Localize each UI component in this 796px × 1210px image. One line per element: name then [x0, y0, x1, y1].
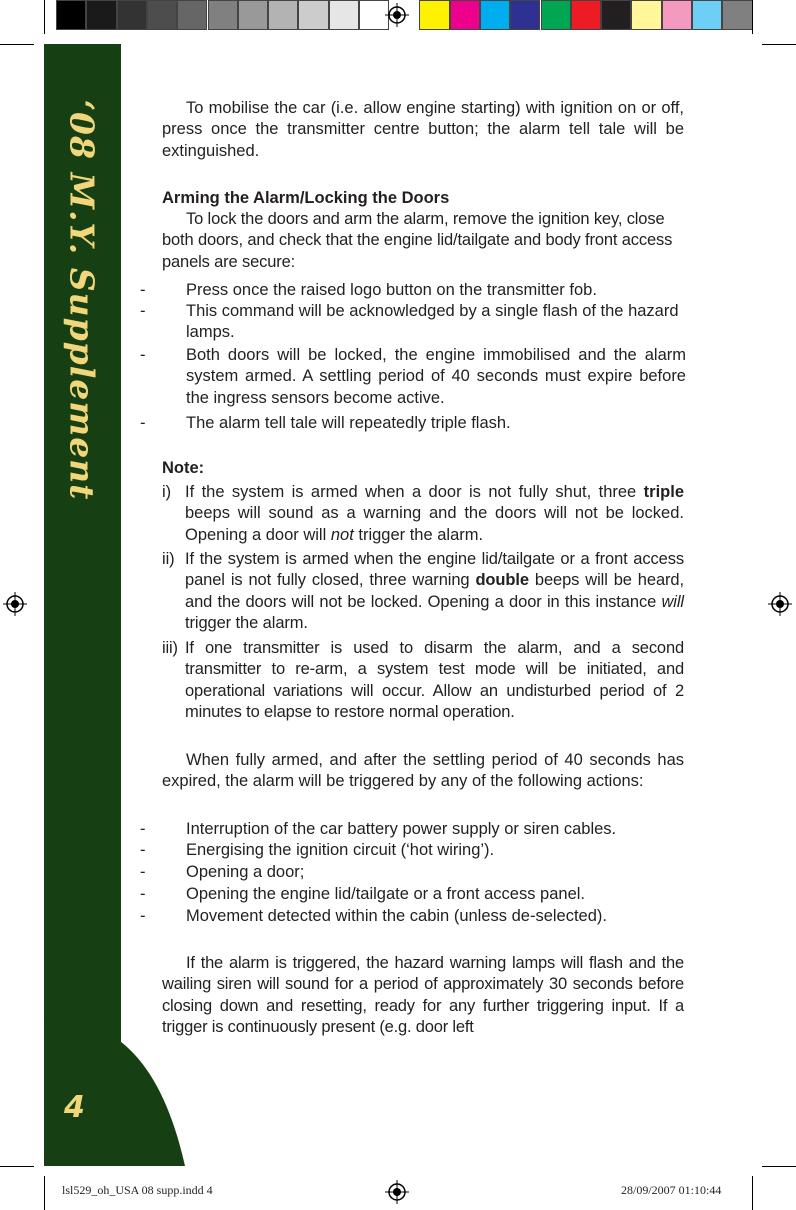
list-item-text: The alarm tell tale will repeatedly triple flash.	[186, 414, 511, 432]
note-text: If the system is armed when the engine lid/tailgate or a front access panel is not fully closed, three warning double beeps will be heard, and the doors will not be locked. Opening a door in this instance will trigger the alarm.	[185, 550, 684, 633]
section-title-text: ‘08 M.Y. Supplement	[62, 99, 102, 501]
footer-file-info: lsl529_oh_USA 08 supp.indd 4	[62, 1183, 213, 1197]
bullet: -	[140, 346, 146, 364]
note-text: If the system is armed when a door is not fully shut, three triple beeps will sound as a warning and the doors will not be locked. Opening a door will not trigger the alarm.	[185, 483, 684, 544]
bullet: -	[140, 414, 146, 432]
list-item-text: Press once the raised logo button on the transmitter fob.	[186, 281, 597, 299]
bullet: -	[140, 907, 146, 925]
footer-datetime: 28/09/2007 01:10:44	[621, 1183, 722, 1197]
list-item-text: Energising the ignition circuit (‘hot wiring’).	[186, 841, 495, 859]
bullet: -	[140, 820, 146, 838]
note-text: If one transmitter is used to disarm the alarm, and a second transmitter to re-arm, a system test mode will be initiated, and operational variations will occur. Allow an undisturbed period of 2 minutes to elapse to restore normal operation.	[185, 639, 684, 722]
bullet: -	[140, 841, 146, 859]
page-number: 4	[64, 1090, 85, 1125]
bullet: -	[140, 863, 146, 881]
intro-paragraph: To mobilise the car (i.e. allow engine starting) with ignition on or off, press once the transmitter centre button; the alarm tell tale will be extinguished.	[162, 99, 684, 160]
arming-heading: Arming the Alarm/Locking the Doors	[162, 189, 450, 207]
bullet: -	[140, 885, 146, 903]
bullet: -	[140, 302, 146, 320]
list-item-text: Interruption of the car battery power supply or siren cables.	[186, 820, 617, 838]
note-marker: ii)	[162, 550, 175, 568]
list-item-text: This command will be acknowledged by a single flash of the hazard lamps.	[186, 302, 679, 342]
note-marker: i)	[162, 483, 172, 501]
list-item-text: Both doors will be locked, the engine immobilised and the alarm system armed. A settling period of 40 seconds must expire before the ingress sensors become active.	[186, 346, 686, 407]
list-item-text: Opening the engine lid/tailgate or a front access panel.	[186, 885, 586, 903]
note-marker: iii)	[162, 639, 178, 657]
bullet: -	[140, 281, 146, 299]
closing-paragraph: If the alarm is triggered, the hazard warning lamps will flash and the wailing siren will sound for a period of approximately 30 seconds before closing down and resetting, ready for any further triggering input. If a trigger is continuously present (e.g. door left	[162, 954, 684, 1037]
list-item-text: Movement detected within the cabin (unless de-selected).	[186, 907, 607, 925]
note-heading: Note:	[162, 459, 205, 477]
list-item-text: Opening a door;	[186, 863, 305, 881]
arming-intro: To lock the doors and arm the alarm, remove the ignition key, close both doors, and check that the engine lid/tailgate and body front access panels are secure:	[162, 210, 673, 271]
trigger-intro: When fully armed, and after the settling period of 40 seconds has expired, the alarm will be triggered by any of the following actions:	[162, 751, 684, 791]
